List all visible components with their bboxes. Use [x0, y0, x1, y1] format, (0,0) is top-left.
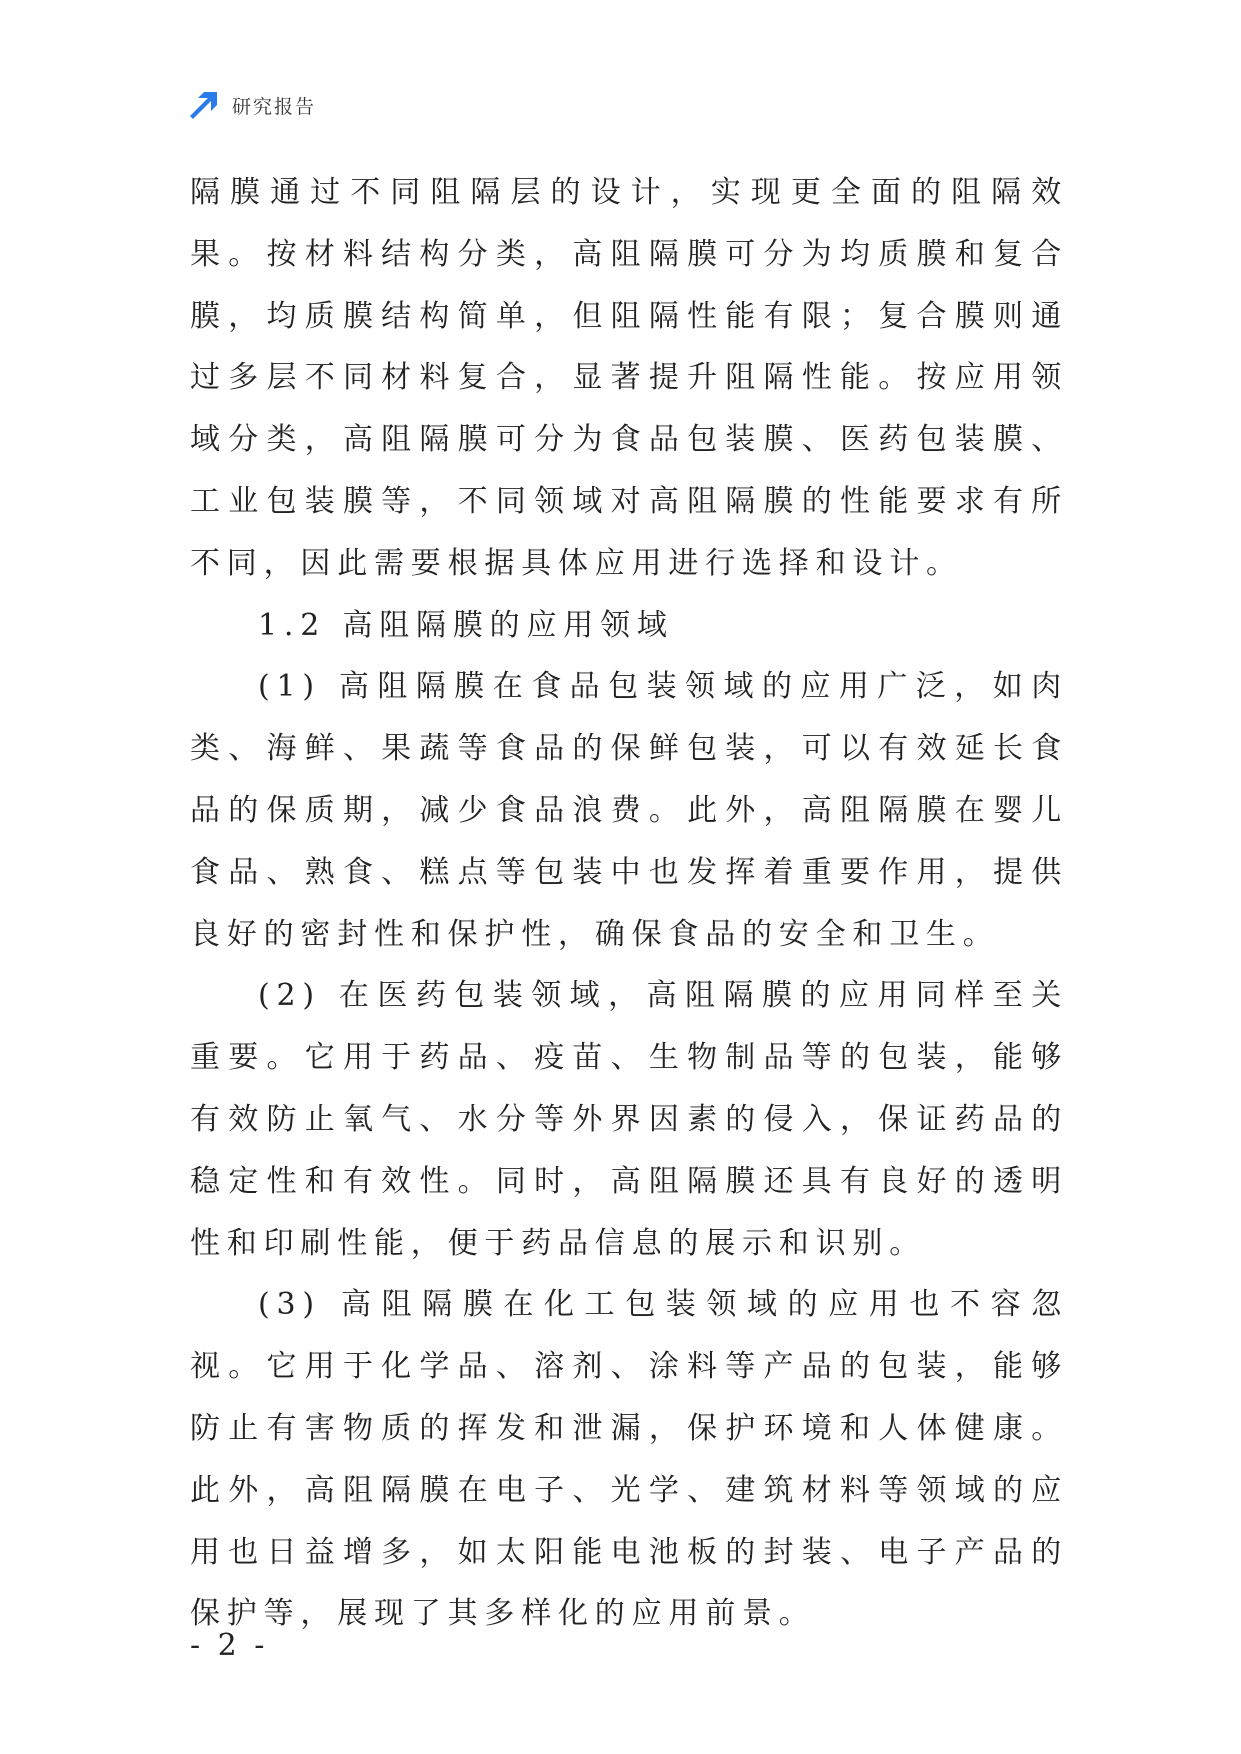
- paragraph-food-packaging: (1) 高阻隔膜在食品包装领域的应用广泛，如肉类、海鲜、果蔬等食品的保鲜包装，可以有效延长食品的保质期，减少食品浪费。此外，高阻隔膜在婴儿食品、熟食、糕点等包装中也发挥着重要作用，提供良好的密封性和保护性，确保食品的安全和卫生。: [190, 669, 1068, 952]
- paragraph-medical-packaging: (2) 在医药包装领域，高阻隔膜的应用同样至关重要。它用于药品、疫苗、生物制品等的包装，能够有效防止氧气、水分等外界因素的侵入，保证药品的稳定性和有效性。同时，高阻隔膜还具有良好的透明性和印刷性能，便于药品信息的展示和识别。: [190, 978, 1068, 1261]
- page-number: - 2 -: [190, 1628, 269, 1663]
- page-header: [188, 88, 316, 122]
- arrow-up-right-icon: [188, 89, 220, 121]
- paragraph-chemical-packaging: (3) 高阻隔膜在化工包装领域的应用也不容忽视。它用于化学品、溶剂、涂料等产品的包装，能够防止有害物质的挥发和泄漏，保护环境和人体健康。此外，高阻隔膜在电子、光学、建筑材料等领域的应用也日益增多，如太阳能电池板的封装、电子产品的保护等，展现了其多样化的应用前景。: [190, 1287, 1068, 1632]
- section-heading-1-2: 1.2 高阻隔膜的应用领域: [258, 607, 674, 643]
- document-body: [190, 162, 1068, 1645]
- paragraph-intro-continued: 隔膜通过不同阻隔层的设计，实现更全面的阻隔效果。按材料结构分类，高阻隔膜可分为均质膜和复合膜，均质膜结构简单，但阻隔性能有限；复合膜则通过多层不同材料复合，显著提升阻隔性能。按应用领域分类，高阻隔膜可分为食品包装膜、医药包装膜、工业包装膜等，不同领域对高阻隔膜的性能要求有所不同，因此需要根据具体应用进行选择和设计。: [190, 175, 1068, 581]
- header-title: 研究报告: [232, 95, 317, 118]
